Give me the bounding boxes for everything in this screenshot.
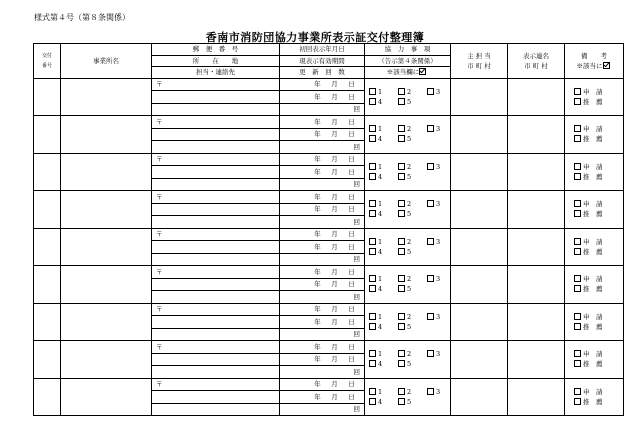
postal-code-cell[interactable]: 〒 xyxy=(152,116,280,129)
checkbox-icon[interactable] xyxy=(369,98,376,105)
remarks-cell[interactable]: 申 請 推 薦 xyxy=(565,228,624,266)
current-validity-cell[interactable]: 年 月 日 xyxy=(280,128,365,141)
municipality-main-cell[interactable] xyxy=(451,378,508,416)
address-cell[interactable] xyxy=(152,353,280,366)
cooperation-items-cell[interactable]: 1 2 3 4 5 xyxy=(365,78,451,116)
checkbox-icon[interactable] xyxy=(369,275,376,282)
checkbox-icon[interactable] xyxy=(574,360,581,367)
checkbox-icon[interactable] xyxy=(369,248,376,255)
office-name-cell[interactable] xyxy=(61,303,152,341)
checkbox-icon[interactable] xyxy=(369,350,376,357)
renewal-count-cell[interactable]: 回 xyxy=(280,291,365,304)
municipality-joint-cell[interactable] xyxy=(508,228,565,266)
checkbox-icon[interactable] xyxy=(574,388,581,395)
checkbox-icon[interactable] xyxy=(369,163,376,170)
header-current-validity: 現表示有効期間 xyxy=(280,55,365,67)
checkbox-icon[interactable] xyxy=(398,98,405,105)
checkbox-icon[interactable] xyxy=(369,125,376,132)
address-cell[interactable] xyxy=(152,128,280,141)
checkbox-icon[interactable] xyxy=(574,350,581,357)
header-renewal-count: 更 新 回 数 xyxy=(280,67,365,79)
checkbox-icon[interactable] xyxy=(398,350,405,357)
first-display-date-cell[interactable]: 年 月 日 xyxy=(280,191,365,204)
checked-box-icon xyxy=(419,68,426,75)
remarks-cell[interactable]: 申 請 推 薦 xyxy=(565,266,624,304)
issue-number-cell[interactable] xyxy=(34,303,61,341)
address-cell[interactable] xyxy=(152,241,280,254)
contact-cell[interactable] xyxy=(152,291,280,304)
cooperation-items-cell[interactable]: 1 2 3 4 5 xyxy=(365,341,451,379)
postal-code-cell[interactable]: 〒 xyxy=(152,228,280,241)
checkbox-icon[interactable] xyxy=(427,275,434,282)
checkbox-icon[interactable] xyxy=(369,285,376,292)
first-display-date-cell[interactable]: 年 月 日 xyxy=(280,228,365,241)
office-name-cell[interactable] xyxy=(61,266,152,304)
first-display-date-cell[interactable]: 年 月 日 xyxy=(280,266,365,279)
cooperation-items-cell[interactable]: 1 2 3 4 5 xyxy=(365,228,451,266)
municipality-main-cell[interactable] xyxy=(451,153,508,191)
checkbox-icon[interactable] xyxy=(398,360,405,367)
address-cell[interactable] xyxy=(152,166,280,179)
address-cell[interactable] xyxy=(152,91,280,104)
postal-code-cell[interactable]: 〒 xyxy=(152,78,280,91)
checkbox-icon[interactable] xyxy=(427,350,434,357)
table-row xyxy=(34,78,624,91)
checkbox-icon[interactable] xyxy=(574,275,581,282)
table-row xyxy=(34,228,624,241)
checkbox-icon[interactable] xyxy=(398,313,405,320)
office-name-cell[interactable] xyxy=(61,378,152,416)
checkbox-icon[interactable] xyxy=(574,163,581,170)
header-remarks: 備 考 ※該当に xyxy=(565,44,624,79)
contact-cell[interactable] xyxy=(152,103,280,116)
postal-code-cell[interactable]: 〒 xyxy=(152,266,280,279)
issue-number-cell[interactable] xyxy=(34,266,61,304)
checkbox-icon[interactable] xyxy=(574,125,581,132)
checkbox-icon[interactable] xyxy=(427,200,434,207)
municipality-joint-cell[interactable] xyxy=(508,153,565,191)
postal-code-cell[interactable]: 〒 xyxy=(152,153,280,166)
municipality-joint-cell[interactable] xyxy=(508,78,565,116)
municipality-main-cell[interactable] xyxy=(451,191,508,229)
current-validity-cell[interactable]: 年 月 日 xyxy=(280,316,365,329)
contact-cell[interactable] xyxy=(152,366,280,379)
checkbox-icon[interactable] xyxy=(398,388,405,395)
office-name-cell[interactable] xyxy=(61,341,152,379)
checkbox-icon[interactable] xyxy=(427,88,434,95)
checkbox-icon[interactable] xyxy=(369,173,376,180)
issue-number-cell[interactable] xyxy=(34,116,61,154)
checkbox-icon[interactable] xyxy=(427,125,434,132)
remarks-cell[interactable]: 申 請 推 薦 xyxy=(565,78,624,116)
remarks-cell[interactable]: 申 請 推 薦 xyxy=(565,341,624,379)
current-validity-cell[interactable]: 年 月 日 xyxy=(280,91,365,104)
checkbox-icon[interactable] xyxy=(574,200,581,207)
contact-cell[interactable] xyxy=(152,141,280,154)
issue-number-cell[interactable] xyxy=(34,228,61,266)
checkbox-icon[interactable] xyxy=(369,313,376,320)
checkbox-icon[interactable] xyxy=(398,210,405,217)
checkbox-icon[interactable] xyxy=(574,88,581,95)
table-row xyxy=(34,153,624,166)
table-row xyxy=(34,191,624,204)
checkbox-icon[interactable] xyxy=(427,313,434,320)
address-cell[interactable] xyxy=(152,391,280,404)
issue-number-cell[interactable] xyxy=(34,341,61,379)
checkbox-icon[interactable] xyxy=(369,135,376,142)
municipality-joint-cell[interactable] xyxy=(508,191,565,229)
checkbox-icon[interactable] xyxy=(574,398,581,405)
municipality-joint-cell[interactable] xyxy=(508,341,565,379)
office-name-cell[interactable] xyxy=(61,116,152,154)
checkbox-icon[interactable] xyxy=(574,98,581,105)
remarks-cell[interactable]: 申 請 推 薦 xyxy=(565,116,624,154)
remarks-cell[interactable]: 申 請 推 薦 xyxy=(565,303,624,341)
office-name-cell[interactable] xyxy=(61,78,152,116)
renewal-count-cell[interactable]: 回 xyxy=(280,103,365,116)
checkbox-icon[interactable] xyxy=(398,323,405,330)
current-validity-cell[interactable]: 年 月 日 xyxy=(280,391,365,404)
renewal-count-cell[interactable]: 回 xyxy=(280,141,365,154)
header-postal-code: 郵 便 番 号 xyxy=(152,44,280,56)
office-name-cell[interactable] xyxy=(61,228,152,266)
postal-code-cell[interactable]: 〒 xyxy=(152,378,280,391)
checkbox-icon[interactable] xyxy=(398,275,405,282)
table-row xyxy=(34,378,624,391)
checkbox-icon[interactable] xyxy=(427,163,434,170)
checkbox-icon[interactable] xyxy=(398,238,405,245)
first-display-date-cell[interactable]: 年 月 日 xyxy=(280,116,365,129)
checkbox-icon[interactable] xyxy=(427,238,434,245)
municipality-joint-cell[interactable] xyxy=(508,116,565,154)
table-row xyxy=(34,116,624,129)
checkbox-icon[interactable] xyxy=(398,200,405,207)
checkbox-icon[interactable] xyxy=(574,238,581,245)
header-municipality-joint: 表示連名 市 町 村 xyxy=(508,44,565,79)
checkbox-icon[interactable] xyxy=(369,210,376,217)
issue-number-cell[interactable] xyxy=(34,378,61,416)
municipality-main-cell[interactable] xyxy=(451,303,508,341)
header-address: 所 在 地 xyxy=(152,55,280,67)
checkbox-icon[interactable] xyxy=(369,398,376,405)
current-validity-cell[interactable]: 年 月 日 xyxy=(280,203,365,216)
renewal-count-cell[interactable]: 回 xyxy=(280,178,365,191)
checkbox-icon[interactable] xyxy=(398,173,405,180)
municipality-main-cell[interactable] xyxy=(451,341,508,379)
checkbox-icon[interactable] xyxy=(398,125,405,132)
table-row xyxy=(34,341,624,354)
header-issue-number: 交付 番号 xyxy=(34,44,61,79)
header-cooperation-notice: （告示第４条関係） xyxy=(365,55,451,67)
municipality-joint-cell[interactable] xyxy=(508,378,565,416)
cooperation-items-cell[interactable]: 1 2 3 4 5 xyxy=(365,303,451,341)
checkbox-icon[interactable] xyxy=(398,88,405,95)
municipality-main-cell[interactable] xyxy=(451,116,508,154)
header-row xyxy=(34,44,624,56)
renewal-count-cell[interactable]: 回 xyxy=(280,216,365,229)
checkbox-icon[interactable] xyxy=(574,313,581,320)
checked-box-icon xyxy=(603,62,610,69)
contact-cell[interactable] xyxy=(152,216,280,229)
checkbox-icon[interactable] xyxy=(574,173,581,180)
checkbox-icon[interactable] xyxy=(369,388,376,395)
remarks-cell[interactable]: 申 請 推 薦 xyxy=(565,191,624,229)
checkbox-icon[interactable] xyxy=(398,135,405,142)
current-validity-cell[interactable]: 年 月 日 xyxy=(280,166,365,179)
municipality-main-cell[interactable] xyxy=(451,78,508,116)
municipality-main-cell[interactable] xyxy=(451,266,508,304)
postal-code-cell[interactable]: 〒 xyxy=(152,303,280,316)
current-validity-cell[interactable]: 年 月 日 xyxy=(280,278,365,291)
contact-cell[interactable] xyxy=(152,328,280,341)
contact-cell[interactable] xyxy=(152,178,280,191)
header-contact: 担当・連絡先 xyxy=(152,67,280,79)
header-municipality-main: 主 担 当 市 町 村 xyxy=(451,44,508,79)
cooperation-items-cell[interactable]: 1 2 3 4 5 xyxy=(365,116,451,154)
current-validity-cell[interactable]: 年 月 日 xyxy=(280,241,365,254)
postal-code-cell[interactable]: 〒 xyxy=(152,191,280,204)
renewal-count-cell[interactable]: 回 xyxy=(280,366,365,379)
checkbox-icon[interactable] xyxy=(574,248,581,255)
checkbox-icon[interactable] xyxy=(574,210,581,217)
table-row xyxy=(34,303,624,316)
checkbox-icon[interactable] xyxy=(574,285,581,292)
contact-cell[interactable] xyxy=(152,253,280,266)
renewal-count-cell[interactable]: 回 xyxy=(280,328,365,341)
first-display-date-cell[interactable]: 年 月 日 xyxy=(280,153,365,166)
checkbox-icon[interactable] xyxy=(574,135,581,142)
register-table xyxy=(33,43,624,416)
checkbox-icon[interactable] xyxy=(574,323,581,330)
checkbox-icon[interactable] xyxy=(427,388,434,395)
checkbox-icon[interactable] xyxy=(398,163,405,170)
issue-number-cell[interactable] xyxy=(34,153,61,191)
header-cooperation-check: ※該当欄に xyxy=(365,67,451,79)
renewal-count-cell[interactable]: 回 xyxy=(280,403,365,416)
remarks-cell[interactable]: 申 請 推 薦 xyxy=(565,153,624,191)
cooperation-items-cell[interactable]: 1 2 3 4 5 xyxy=(365,266,451,304)
first-display-date-cell[interactable]: 年 月 日 xyxy=(280,378,365,391)
address-cell[interactable] xyxy=(152,278,280,291)
page-title: 香南市消防団協力事業所表示証交付整理簿 xyxy=(205,31,425,44)
first-display-date-cell[interactable]: 年 月 日 xyxy=(280,303,365,316)
issue-number-cell[interactable] xyxy=(34,191,61,229)
header-cooperation-items: 協 力 事 項 xyxy=(365,44,451,56)
checkbox-icon[interactable] xyxy=(398,398,405,405)
checkbox-icon[interactable] xyxy=(369,238,376,245)
first-display-date-cell[interactable]: 年 月 日 xyxy=(280,78,365,91)
municipality-joint-cell[interactable] xyxy=(508,266,565,304)
cooperation-items-cell[interactable]: 1 2 3 4 5 xyxy=(365,191,451,229)
header-office-name: 事業所名 xyxy=(61,44,152,79)
checkbox-icon[interactable] xyxy=(369,200,376,207)
form-number: 様式第４号（第８条関係） xyxy=(34,13,130,22)
municipality-joint-cell[interactable] xyxy=(508,303,565,341)
postal-code-cell[interactable]: 〒 xyxy=(152,341,280,354)
issue-number-cell[interactable] xyxy=(34,78,61,116)
current-validity-cell[interactable]: 年 月 日 xyxy=(280,353,365,366)
office-name-cell[interactable] xyxy=(61,153,152,191)
remarks-cell[interactable]: 申 請 推 薦 xyxy=(565,378,624,416)
address-cell[interactable] xyxy=(152,203,280,216)
checkbox-icon[interactable] xyxy=(398,248,405,255)
municipality-main-cell[interactable] xyxy=(451,228,508,266)
checkbox-icon[interactable] xyxy=(369,360,376,367)
checkbox-icon[interactable] xyxy=(369,323,376,330)
renewal-count-cell[interactable]: 回 xyxy=(280,253,365,266)
checkbox-icon[interactable] xyxy=(369,88,376,95)
header-first-display-date: 初回表示年月日 xyxy=(280,44,365,56)
address-cell[interactable] xyxy=(152,316,280,329)
contact-cell[interactable] xyxy=(152,403,280,416)
office-name-cell[interactable] xyxy=(61,191,152,229)
first-display-date-cell[interactable]: 年 月 日 xyxy=(280,341,365,354)
table-row xyxy=(34,266,624,279)
checkbox-icon[interactable] xyxy=(398,285,405,292)
cooperation-items-cell[interactable]: 1 2 3 4 5 xyxy=(365,153,451,191)
cooperation-items-cell[interactable]: 1 2 3 4 5 xyxy=(365,378,451,416)
